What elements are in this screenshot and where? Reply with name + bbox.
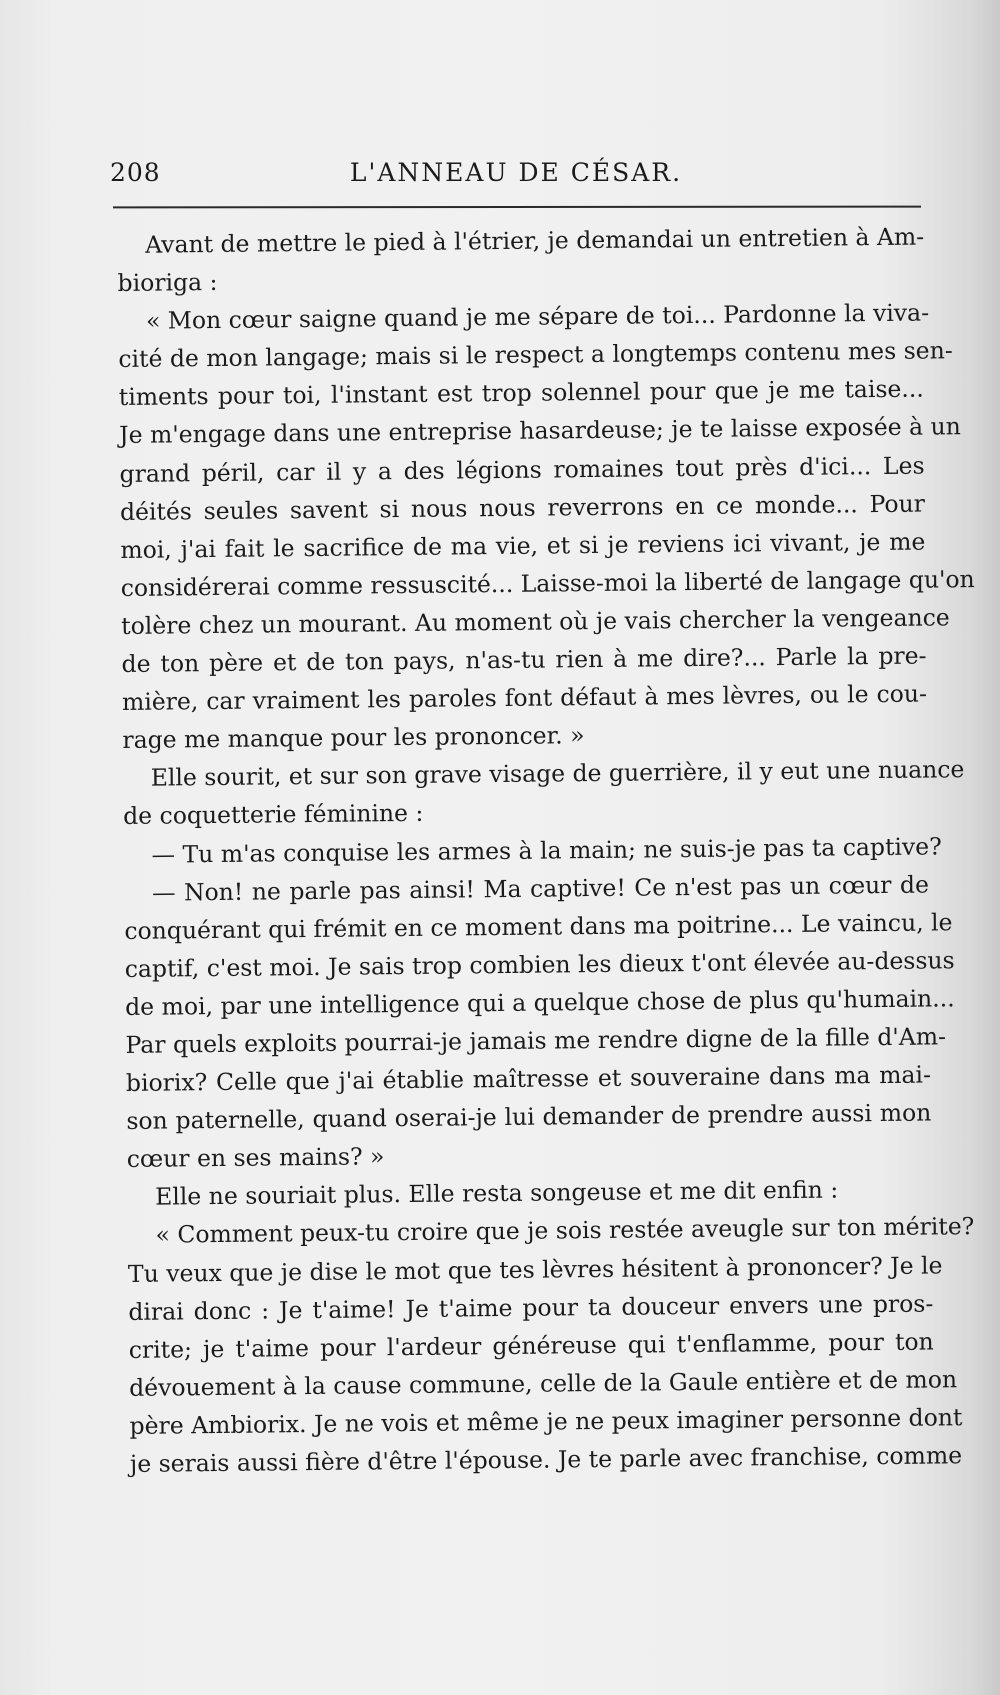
text-line: dirai donc : Je t'aime! Je t'aime pour ta douceur envers une pros- — [128, 1289, 934, 1326]
text-line: crite; je t'aime pour l'ardeur généreuse qui t'enflamme, pour ton — [128, 1327, 934, 1364]
text-line: Avant de mettre le pied à l'étrier, je demandai un entretien à Am- — [145, 222, 925, 259]
text-line: dévouement à la cause commune, celle de la Gaule entière et de mon — [129, 1365, 958, 1402]
text-line: « Comment peux-tu croire que je sois restée aveugle sur ton mérite? — [155, 1212, 975, 1250]
page-header — [110, 158, 922, 192]
text-line: mière, car vraiment les paroles font défaut à mes lèvres, ou le cou- — [121, 679, 928, 717]
text-line: considérerai comme ressuscité... Laisse-moi la liberté de langage qu'on — [120, 564, 975, 602]
text-line: père Ambiorix. Je ne vois et même je ne peux imaginer personne dont — [129, 1403, 963, 1440]
running-title: L'ANNEAU DE CÉSAR. — [349, 158, 683, 187]
text-line: Par quels exploits pourrai-je jamais me rendre digne de la fille d'Am- — [125, 1022, 947, 1059]
body-text — [117, 218, 975, 1483]
text-line: Elle ne souriait plus. Elle resta songeuse et me dit enfin : — [155, 1175, 839, 1211]
text-line: Elle sourit, et sur son grave visage de guerrière, il y eut une nuance — [150, 755, 965, 792]
text-line: Tu veux que je dise le mot que tes lèvres hésitent à prononcer? Je le — [127, 1250, 943, 1288]
text-line: conquérant qui frémit en ce moment dans ma poitrine... Le vaincu, le — [124, 907, 953, 945]
text-line: cité de mon langage; mais si le respect a longtemps contenu mes sen- — [118, 336, 953, 374]
text-line: rage me manque pour les prononcer. » — [122, 721, 585, 755]
text-line: Je m'engage dans une entreprise hasardeuse; je te laisse exposée à un — [119, 412, 961, 450]
header-rule — [113, 206, 921, 209]
text-line: — Tu m'as conquise les armes à la main; ne suis-je pas ta captive? — [151, 831, 942, 869]
text-line: captif, c'est moi. Je sais trop combien les dieux t'ont élevée au-dessus — [124, 946, 955, 983]
text-line: timents pour toi, l'instant est trop solennel pour que je me taise... — [118, 374, 924, 412]
text-line: biorigа : — [117, 268, 218, 298]
text-line: « Mon cœur saigne quand je me sépare de toi... Pardonne la viva- — [145, 298, 930, 335]
text-line: son paternelle, quand oserai-je lui demander de prendre aussi mon — [126, 1098, 932, 1136]
text-line: déités seules savent si nous nous reverrons en ce monde... Pour — [119, 489, 926, 526]
text-line: cœur en ses mains? » — [126, 1142, 385, 1174]
text-line: moi, j'ai fait le sacrifice de ma vie, et si je reviens ici vivant, je me — [120, 527, 926, 564]
text-line: — Non! ne parle pas ainsi! Ma captive! Ce n'est pas un cœur de — [151, 870, 930, 907]
text-line: grand péril, car il y a des légions romaines tout près d'ici... Les — [119, 451, 925, 488]
page-number: 208 — [110, 158, 161, 187]
text-line: de coquetterie féminine : — [123, 799, 424, 831]
text-line: biorix? Celle que j'ai établie maîtresse et souveraine dans ma mai- — [125, 1060, 932, 1098]
text-line: de ton père et de ton pays, n'as-tu rien à me dire?... Parle la pre- — [121, 641, 927, 679]
text-line: je serais aussi fière d'être l'épouse. Je te parle avec franchise, comme — [129, 1441, 963, 1478]
text-line: tolère chez un mourant. Au moment où je vais chercher la vengeance — [121, 603, 950, 640]
text-line: de moi, par une intelligence qui a quelque chose de plus qu'humain... — [125, 984, 955, 1021]
